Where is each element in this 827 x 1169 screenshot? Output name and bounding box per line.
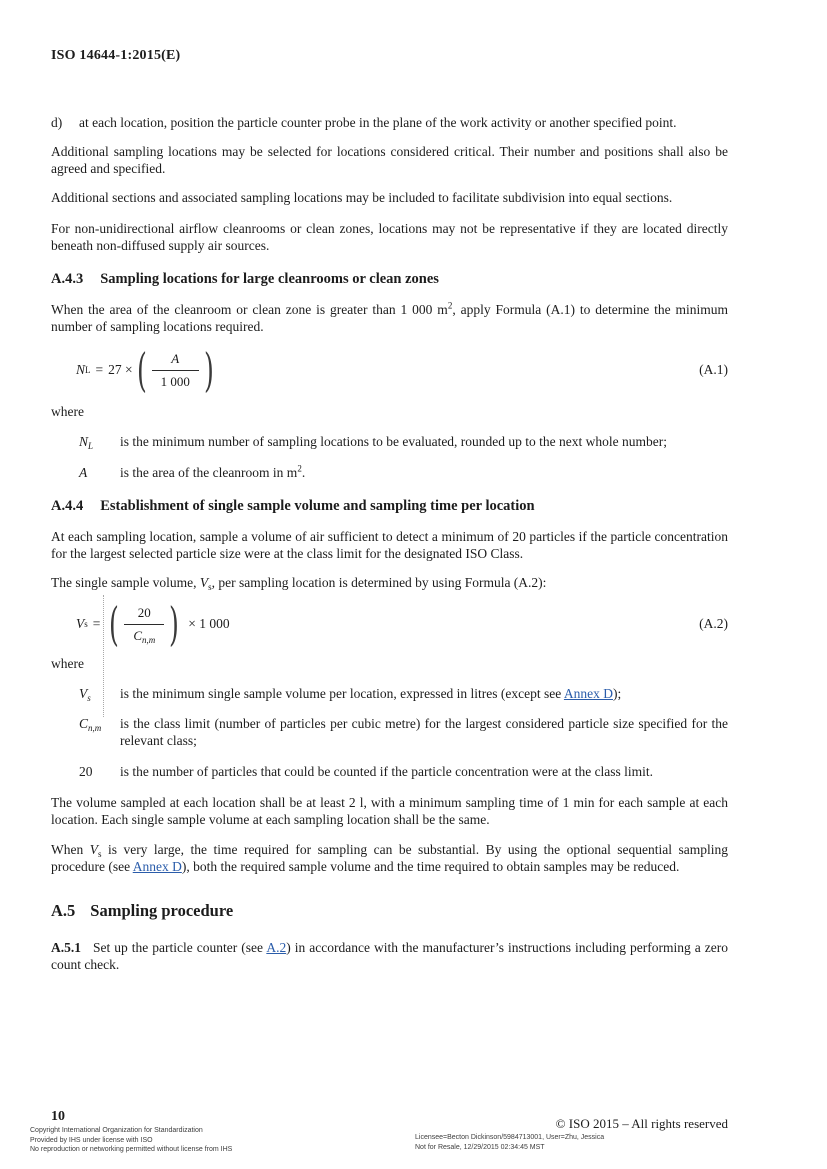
heading-title: Sampling locations for large cleanrooms or clean zones (100, 271, 439, 287)
subscript: s (208, 582, 212, 592)
fineprint-line: Copyright International Organization for Standardization (30, 1127, 203, 1134)
paragraph-single-sample (51, 574, 728, 591)
text-run: ) in accordance with the manufacturer’s instructions including performing a zero count check. (51, 940, 729, 972)
list-item-text: at each location, position the particle counter probe in the plane of the work activity or another specified point. (79, 115, 677, 130)
definition-term (79, 715, 120, 749)
definition-vs (51, 685, 728, 702)
paragraph-volume: The volume sampled at each location shall be at least 2 l, with a minimum sampling time of 1 min for each sample at each location. Each single sample volume at each sampling location shall be the same. (51, 795, 728, 827)
formula-label-a2: (A.2) (699, 616, 728, 631)
heading-a5 (51, 901, 728, 921)
open-paren: ( (136, 343, 147, 397)
numerator: A (152, 350, 199, 371)
definition-20 (51, 763, 728, 780)
text-run: When the area of the cleanroom or clean zone is greater than 1 000 m (51, 302, 448, 317)
formula-a2-expression: V s = ( $\frac{20}{C_{n,m}}$ ) × 1 000 (76, 597, 230, 651)
page-number: 10 (51, 1109, 65, 1124)
superscript: 2 (297, 463, 302, 474)
heading-a43 (51, 271, 728, 288)
heading-number: A.5 (51, 901, 76, 920)
paragraph-non-unidirectional: For non-unidirectional airflow cleanrooms or clean zones, locations may not be representative if they are located directly beneath non-diffused supply air sources. (51, 221, 728, 253)
formula-a2 (51, 597, 728, 651)
definition-term (79, 685, 120, 702)
text-run: Set up the particle counter (see (93, 940, 267, 955)
fraction (152, 350, 199, 391)
where-label: where (51, 404, 84, 419)
numerator: 20 (124, 604, 164, 625)
fineprint-line: Provided by IHS under license with ISO (30, 1136, 153, 1144)
heading-number: A.4.3 (51, 271, 84, 287)
heading-number: A.4.4 (51, 498, 84, 514)
formula-a1 (51, 343, 728, 397)
definition-a (51, 464, 728, 481)
definition-description (120, 464, 728, 481)
formula-a1-expression: N L = 27 × ( $\frac{A}{1 000}$ ) (76, 343, 214, 397)
variable-v: V (89, 842, 98, 857)
open-paren: ( (109, 597, 120, 651)
definition-cnm (51, 715, 728, 749)
subscript: n,m (88, 723, 102, 733)
paragraph-when-vs (51, 841, 728, 875)
subscript: s (87, 693, 91, 703)
text-run: is the minimum single sample volume per location, expressed in litres (except see (120, 686, 564, 701)
text-run: . (301, 465, 306, 480)
definition-term (79, 433, 120, 450)
equals-sign: = (95, 362, 104, 377)
subscript: L (88, 441, 94, 451)
text-run: ); (613, 686, 622, 701)
formula-label-a1: (A.1) (699, 362, 728, 377)
list-marker: d) (51, 115, 63, 130)
fineprint-line: Licensee=Becton Dickinson/5984713001, User=Zhu, Jessica (415, 1134, 605, 1141)
text-run: is the area of the cleanroom in m (120, 465, 298, 480)
variable-v: V (76, 616, 85, 631)
heading-title: Sampling procedure (90, 901, 234, 920)
fraction (124, 604, 164, 645)
paragraph-additional-sampling: Additional sampling locations may be selected for locations considered critical. Their number and positions shall also be agreed and specified. (51, 144, 728, 176)
denominator (124, 625, 164, 645)
definition-description (120, 685, 728, 702)
variable-c: C (133, 627, 143, 643)
document-header: ISO 14644-1:2015(E) (51, 48, 181, 63)
text-run: , apply Formula (A.1) to determine the minimum number of sampling locations required. (51, 302, 728, 334)
definition-description: is the class limit (number of particles per cubic metre) for the largest considered particle size specified for the relevant class; (120, 716, 728, 748)
coefficient: 27 × (108, 362, 133, 377)
text-run: When (51, 842, 90, 857)
definition-description: is the number of particles that could be counted if the particle concentration were at the class limit. (120, 764, 654, 779)
denominator: 1 000 (160, 373, 190, 389)
clause-number: A.5.1 (51, 940, 81, 955)
variable-n: N (79, 434, 89, 449)
variable-v: V (79, 686, 88, 701)
text-run: ), both the required sample volume and the time required to obtain samples may be reduced. (181, 859, 680, 874)
a2-link[interactable]: A.2 (266, 940, 287, 955)
heading-title: Establishment of single sample volume and sampling time per location (100, 498, 535, 514)
definition-term: 20 (79, 764, 93, 779)
text-run: , per sampling location is determined by using Formula (A.2): (211, 575, 547, 590)
equals-sign: = (92, 616, 101, 631)
variable-c: C (79, 716, 89, 731)
license-fineprint (415, 1133, 604, 1152)
text-run: The single sample volume, (51, 575, 200, 590)
subscript: n,m (142, 634, 156, 645)
paragraph-at-each: At each sampling location, sample a volume of air sufficient to detect a minimum of 20 particles if the particle concentration for the largest selected particle size were at the class limit for the designated ISO Class. (51, 529, 728, 561)
text-run: is very large, the time required for sampling can be substantial. By using the optional sequential sampling procedure (see (51, 842, 729, 874)
paragraph-when-area (51, 301, 728, 335)
heading-a44 (51, 498, 728, 515)
variable-n: N (76, 362, 86, 377)
annex-d-link[interactable]: Annex D (132, 859, 182, 874)
multiplier: × 1 000 (188, 616, 230, 631)
definition-nl (51, 433, 728, 450)
fineprint-line: Not for Resale, 12/29/2015 02:34:45 MST (415, 1143, 545, 1151)
subscript: s (97, 849, 102, 859)
definition-term: A (79, 465, 88, 480)
iso-copyright-notice: © ISO 2015 – All rights reserved (555, 1116, 728, 1131)
copyright-fineprint (30, 1126, 232, 1155)
paragraph-additional-sections: Additional sections and associated sampling locations may be included to facilitate subdivision into equal sections. (51, 190, 673, 205)
list-item-d (51, 114, 728, 131)
definition-description: is the minimum number of sampling locations to be evaluated, rounded up to the next whole number; (120, 434, 668, 449)
where-label: where (51, 656, 84, 671)
annex-d-link[interactable]: Annex D (563, 686, 614, 701)
superscript: 2 (447, 300, 453, 311)
fineprint-line: No reproduction or networking permitted without license from IHS (30, 1146, 233, 1153)
paragraph-a51 (51, 939, 728, 973)
close-paren: ) (169, 597, 180, 651)
variable-v: V (199, 575, 209, 590)
close-paren: ) (203, 343, 214, 397)
